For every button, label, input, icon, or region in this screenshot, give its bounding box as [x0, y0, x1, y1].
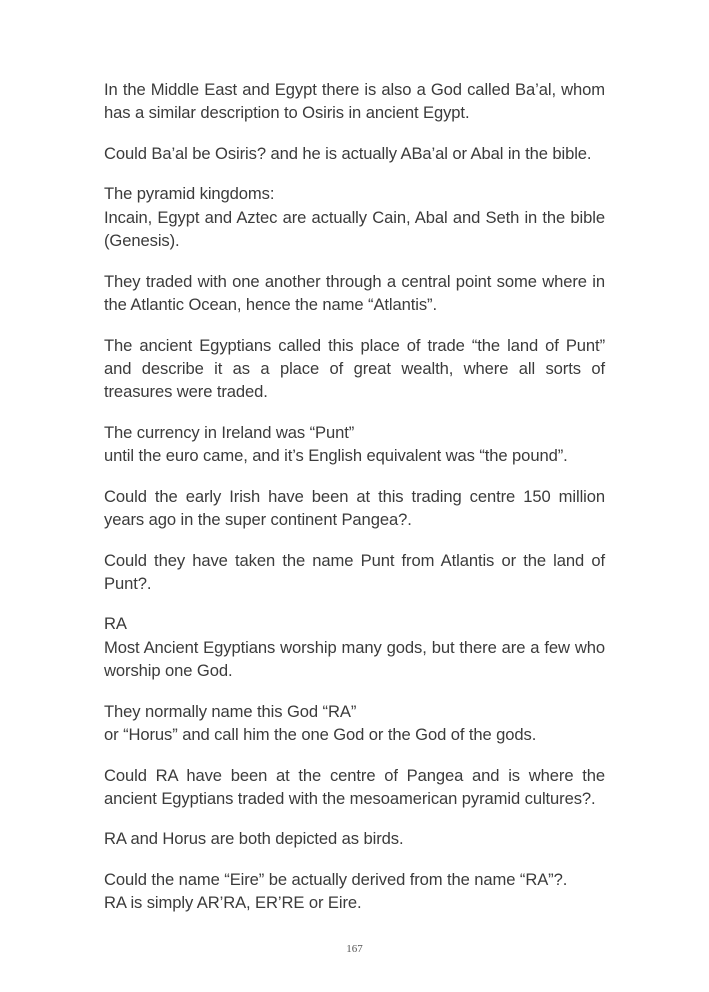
text-line: The pyramid kingdoms: [104, 184, 275, 204]
paragraph [104, 700, 605, 747]
text-line: RA and Horus are both depicted as birds. [104, 829, 404, 849]
text-line: The ancient Egyptians called this place of trade “the land of Punt” and describe it as a place of great wealth, where all sorts of treasures were traded. [104, 335, 605, 402]
paragraph [104, 827, 605, 850]
text-line: They traded with one another through a central point some where in the Atlantic Ocean, hence the name “Atlantis”. [104, 271, 605, 314]
paragraph [104, 78, 605, 125]
text-line: until the euro came, and it’s English equivalent was “the pound”. [104, 446, 568, 466]
text-line: Most Ancient Egyptians worship many gods, but there are a few who worship one God. [104, 637, 605, 681]
text-line: Could they have taken the name Punt from Atlantis or the land of Punt?. [104, 550, 605, 593]
text-line: They normally name this God “RA” [104, 701, 357, 721]
paragraph [104, 421, 605, 468]
text-line: Incain, Egypt and Aztec are actually Cain, Abal and Seth in the bible (Genesis). [104, 207, 605, 251]
paragraph [104, 612, 605, 682]
page-body [104, 78, 605, 932]
paragraph [104, 270, 605, 317]
section-heading: RA [104, 614, 127, 634]
text-line: In the Middle East and Egypt there is also a God called Ba’al, whom has a similar description to Osiris in ancient Egypt. [104, 80, 605, 123]
text-line: or “Horus” and call him the one God or the God of the gods. [104, 724, 537, 744]
text-line: Could the early Irish have been at this trading centre 150 million years ago in the super continent Pangea?. [104, 486, 605, 529]
paragraph [104, 142, 605, 165]
text-line: Could the name “Eire” be actually derived from the name “RA”?. [104, 869, 568, 889]
paragraph [104, 182, 605, 252]
text-line: Could Ba’al be Osiris? and he is actually ABa’al or Abal in the bible. [104, 143, 592, 163]
paragraph [104, 485, 605, 532]
paragraph [104, 764, 605, 811]
text-line: Could RA have been at the centre of Pangea and is where the ancient Egyptians traded with the mesoamerican pyramid cultures?. [104, 765, 605, 808]
paragraph [104, 868, 605, 915]
text-line: RA is simply AR’RA, ER’RE or Eire. [104, 893, 362, 913]
paragraph [104, 549, 605, 596]
page-number: 167 [346, 943, 363, 955]
text-line: The currency in Ireland was “Punt” [104, 422, 355, 442]
paragraph [104, 334, 605, 404]
